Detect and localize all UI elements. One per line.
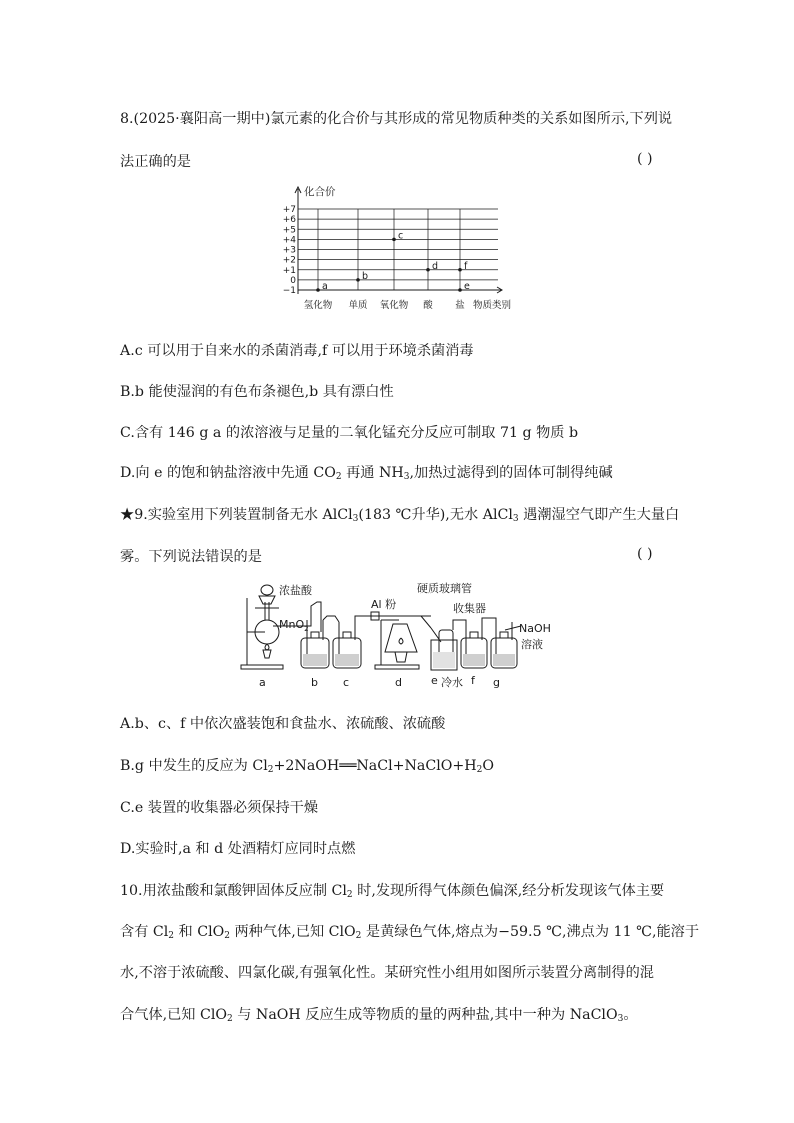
q10-line4: 合气体,已知 ClO$_2$ 与 NaOH 反应生成等物质的量的两种盐,其中一种为 NaClO$_3$。 (120, 1007, 638, 1024)
y-tick-label: +2 (282, 255, 296, 266)
q8-option-c: C.含有 146 g a 的浓溶液与足量的二氧化锰充分反应可制取 71 g 物质 b (120, 425, 579, 441)
data-label-d: d (432, 260, 439, 272)
q8-option-b: B.b 能使湿润的有色布条褪色,b 具有漂白性 (120, 384, 394, 400)
label-g: g (493, 676, 500, 689)
x-tick-label: 氧化物 (379, 300, 409, 311)
q8-option-d: D.向 e 的饱和钠盐溶液中先通 $CO_2$ 再通 $NH_3$,加热过滤得到的固体可制得纯碱 (120, 465, 613, 482)
y-tick-label: +7 (282, 205, 296, 215)
data-label-c: c (398, 230, 404, 242)
q8-option-a: A.c 可以用于自来水的杀菌消毒,f 可以用于环境杀菌消毒 (120, 343, 474, 359)
label-solution: 溶液 (521, 638, 543, 651)
label-al-powder: Al 粉 (371, 598, 397, 611)
data-point-f (458, 268, 462, 272)
data-point-a (316, 288, 320, 292)
q10-line3: 水,不溶于浓硫酸、四氯化碳,有强氧化性。某研究性小组用如图所示装置分离制得的混 (120, 965, 654, 981)
data-label-a: a (322, 281, 328, 292)
q10-line2: 含有 $Cl_2$ 和 ClO$_2$ 两种气体,已知 ClO$_2$ 是黄绿色气体,熔点为−59.5 ℃,沸点为 11 ℃,能溶于 (120, 924, 700, 941)
q9-stem-line1: ★9.实验室用下列装置制备无水 AlCl$_3$(183 ℃升华),无水 AlCl$_3$ 遇潮湿空气即产生大量白 (120, 507, 680, 524)
x-axis-title: 物质类别 (472, 300, 512, 311)
x-tick-label: 氢化物 (303, 300, 333, 311)
y-tick-label: 0 (290, 275, 296, 286)
data-point-c (392, 238, 396, 242)
data-label-f: f (464, 260, 468, 272)
q8-stem-line1: 8.(2025·襄阳高一期中)氯元素的化合价与其形成的常见物质种类的关系如图所示,下列说 (120, 111, 673, 127)
q9-option-c: C.e 装置的收集器必须保持干燥 (120, 800, 319, 816)
y-tick-label: +1 (282, 265, 296, 276)
apparatus-d (375, 616, 431, 669)
x-tick-label: 盐 (455, 300, 465, 311)
q9-stem-line2: 雾。下列说法错误的是 (120, 549, 262, 565)
y-tick-label: +5 (282, 225, 296, 236)
label-d: d (395, 676, 402, 689)
label-f: f (471, 674, 475, 687)
data-point-b (356, 278, 360, 282)
data-label-b: b (362, 270, 369, 282)
y-tick-label: +4 (282, 235, 296, 246)
label-conc-hcl: 浓盐酸 (279, 584, 312, 597)
q9-option-a: A.b、c、f 中依次盛装饱和食盐水、浓硫酸、浓硫酸 (120, 716, 446, 732)
q8-answer-paren: ( ) (637, 151, 653, 167)
y-axis-title: 化合价 (304, 186, 336, 198)
q9-option-b: B.g 中发生的反应为 $Cl_2+2NaOH══NaCl+NaClO+H_2O$ (120, 758, 495, 775)
apparatus-figure (235, 580, 565, 690)
q9-option-d: D.实验时,a 和 d 处酒精灯应同时点燃 (120, 841, 356, 857)
data-point-e (458, 288, 462, 292)
data-label-e: e (464, 281, 470, 292)
label-naoh: NaOH (519, 622, 551, 635)
q9-answer-paren: ( ) (637, 546, 653, 562)
label-collector: 收集器 (453, 602, 486, 615)
label-hard-glass-tube: 硬质玻璃管 (417, 582, 472, 595)
label-a: a (259, 676, 266, 689)
q8-stem-line2: 法正确的是 (120, 154, 191, 170)
valence-chart (270, 183, 530, 323)
y-tick-label: +3 (282, 245, 296, 256)
label-cold-water: 冷水 (441, 676, 463, 689)
x-tick-label: 单质 (348, 300, 368, 311)
label-c: c (343, 676, 350, 689)
y-tick-label: +6 (282, 215, 296, 226)
label-mno2: MnO$_2$ (279, 618, 309, 633)
data-point-d (426, 268, 430, 272)
y-tick-label: −1 (282, 286, 296, 296)
label-e: e (431, 674, 438, 687)
label-b: b (311, 676, 318, 689)
q10-line1: 10.用浓盐酸和氯酸钾固体反应制 $Cl_2$ 时,发现所得气体颜色偏深,经分析发现该气体主要 (120, 883, 665, 900)
x-tick-label: 酸 (423, 300, 433, 311)
